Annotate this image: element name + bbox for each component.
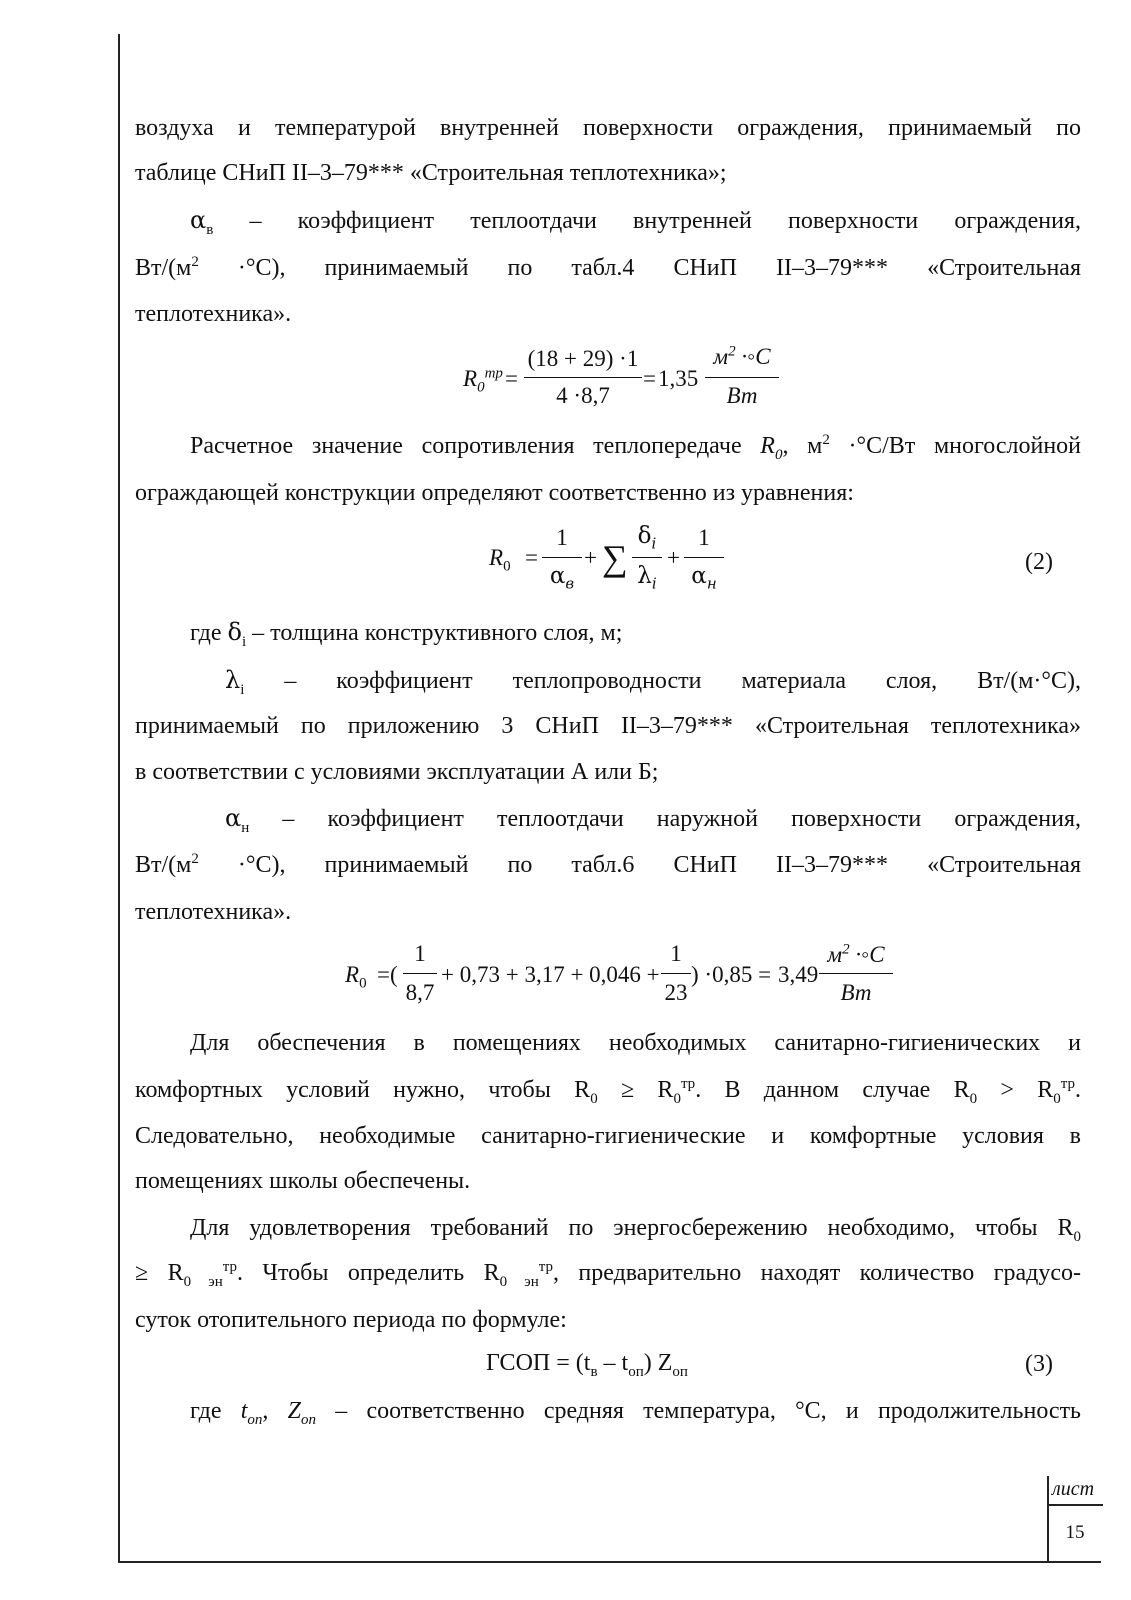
text-line-18: помещениях школы обеспечены.	[135, 1168, 471, 1194]
text-line-3: $\alpha_в$ – коэффициент теплоотдачи внутренней поверхности ограждения,	[190, 206, 1081, 238]
text-line-22: где $t_{on}$, $Z_{on}$ – соответственно средняя температура, °С, и продолжительность	[190, 1398, 1082, 1428]
text-line-12: $\alpha_н$ – коэффициент теплоотдачи наружной поверхности ограждения,	[225, 804, 1081, 836]
frame-bottom-border	[118, 1561, 1101, 1563]
text-line-10: принимаемый по приложению 3 СНиП II–3–79*** «Строительная теплотехника»	[135, 713, 1081, 739]
text-line-5: теплотехника».	[135, 301, 292, 327]
text-line-2: таблице СНиП II–3–79*** «Строительная теплотехника»;	[135, 160, 727, 186]
text-line-19: Для удовлетворения требований по энергосбережению необходимо, чтобы $R_0$	[190, 1215, 1081, 1245]
text-line-16: комфортных условий нужно, чтобы $R_0 \ge R_0^{тр}$. В данном случае $R_0 > R_0^{тр}$.	[135, 1076, 1081, 1107]
text-line-15: Для обеспечения в помещениях необходимых санитарно-гигиенических и	[190, 1030, 1081, 1056]
frame-left-border	[118, 34, 120, 1562]
text-line-6: Расчетное значение сопротивления теплопередаче $R_0$, $м^2 \cdot^\circ С/Вт$ многослойной	[190, 432, 1082, 463]
text-line-13: $Вт/(м^2 \cdot^\circ С)$, принимаемый по табл.6 СНиП II–3–79*** «Строительная	[135, 851, 1081, 878]
stamp-label: лист	[1052, 1478, 1095, 1500]
text-line-1: воздуха и температурой внутренней поверхности ограждения, принимаемый по	[135, 115, 1081, 141]
text-line-21: суток отопительного периода по формуле:	[135, 1307, 567, 1333]
page-number: 15	[1065, 1522, 1085, 1543]
equation-number-3: (3)	[1025, 1351, 1053, 1377]
text-line-9: $\lambda_i$ – коэффициент теплопроводности материала слоя, Вт/(м·°С),	[225, 666, 1081, 698]
text-line-17: Следовательно, необходимые санитарно-гигиенические и комфортные условия в	[135, 1123, 1081, 1149]
text-line-20: ≥ $R_{0 эн}^{тр}$. Чтобы определить $R_{0 эн}^{тр}$, предварительно находят количество градусо-	[135, 1259, 1081, 1290]
text-line-11: в соответствии с условиями эксплуатации А или Б;	[135, 759, 659, 785]
formula-gsop: ГСОП = $(t_в - t_{оп})$ $Z_{оп}$	[486, 1350, 688, 1380]
equation-number-2: (2)	[1025, 549, 1053, 575]
page-stamp	[1047, 1476, 1103, 1562]
text-line-7: ограждающей конструкции определяют соответственно из уравнения:	[135, 480, 854, 506]
text-line-8: где $\delta_i$ – толщина конструктивного слоя, м;	[190, 618, 623, 650]
text-line-4: $Вт/(м^2 \cdot^\circ С)$, принимаемый по табл.4 СНиП II–3–79*** «Строительная	[135, 254, 1081, 281]
text-line-14: теплотехника».	[135, 899, 292, 925]
stamp-divider	[1049, 1504, 1103, 1506]
